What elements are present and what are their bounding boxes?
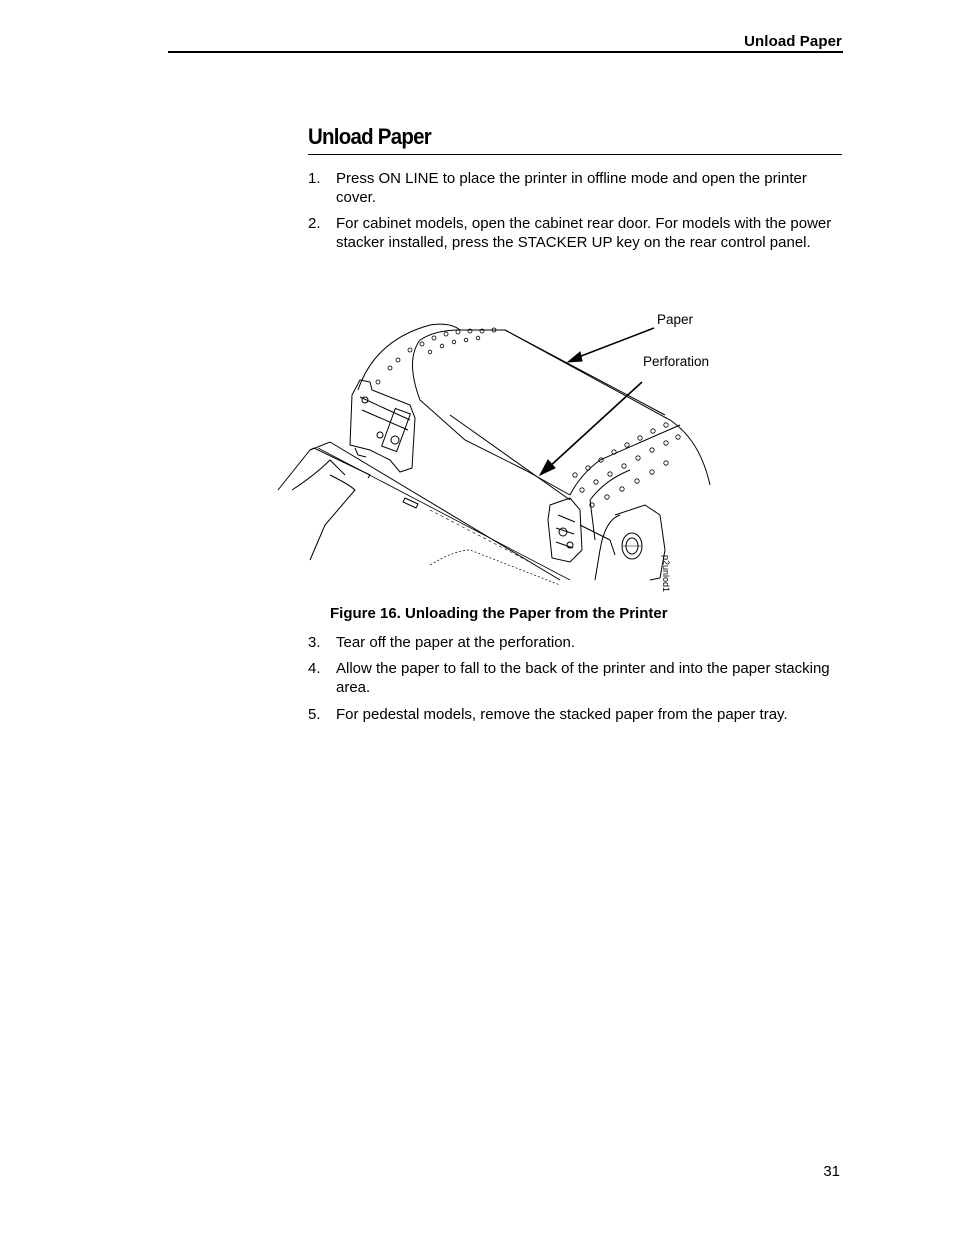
page-number: 31	[823, 1163, 840, 1180]
header-rule	[168, 51, 843, 53]
step-text: Press ON LINE to place the printer in offline mode and open the printer cover.	[336, 170, 807, 206]
step-number: 1.	[308, 170, 321, 187]
step-text: For pedestal models, remove the stacked paper from the paper tray.	[336, 706, 788, 723]
printer-unload-illustration	[270, 300, 730, 593]
callout-paper: Paper	[657, 312, 694, 327]
section-title: Unload Paper	[308, 124, 431, 149]
step-number: 2.	[308, 215, 321, 232]
figure-caption: Figure 16. Unloading the Paper from the Printer	[330, 605, 668, 622]
step-number: 4.	[308, 660, 321, 677]
step-text: For cabinet models, open the cabinet rear door. For models with the power stacker installed, press the STACKER UP key on the rear control panel.	[336, 215, 832, 251]
callout-perforation: Perforation	[643, 354, 710, 369]
step-text: Tear off the paper at the perforation.	[336, 634, 576, 651]
step-number: 3.	[308, 634, 321, 651]
figure-code: p2unlod1	[661, 555, 671, 593]
running-header: Unload Paper	[744, 33, 842, 50]
step-text: Allow the paper to fall to the back of the printer and into the paper stacking area.	[336, 660, 830, 696]
title-rule	[308, 154, 842, 155]
step-number: 5.	[308, 706, 321, 723]
